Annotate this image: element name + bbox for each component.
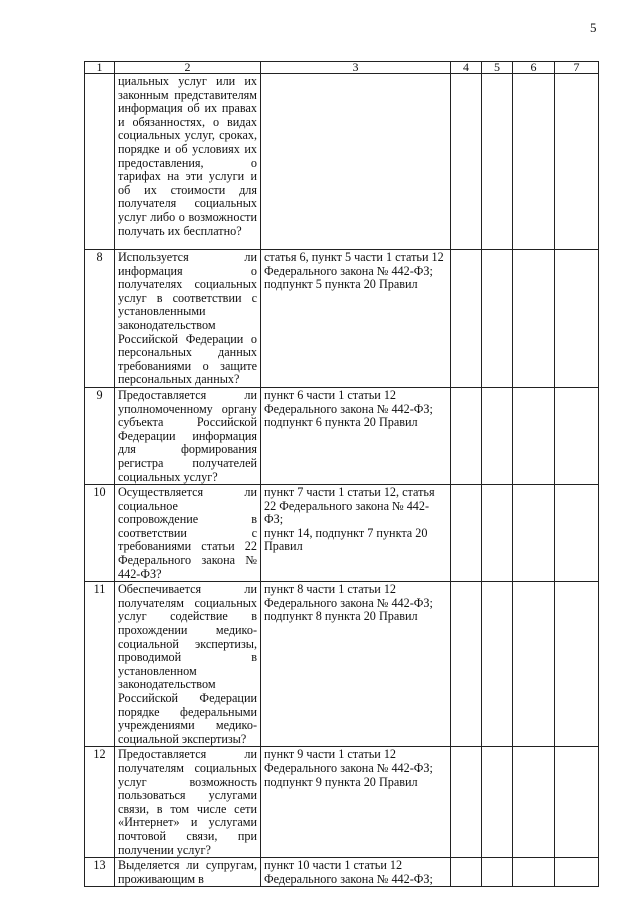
row-number: 8 — [85, 250, 115, 388]
question-text: Используется ли информация о получателях социальных услуг в соответствии с установленными законодательством Российской Федерации о персональных данных требованиями о защите персональных данных? — [118, 250, 257, 387]
basis-cell — [261, 858, 451, 887]
table-row — [85, 250, 599, 388]
row-number: 11 — [85, 582, 115, 747]
column-header: 3 — [261, 62, 451, 74]
table-row — [85, 582, 599, 747]
empty-cell — [451, 485, 482, 582]
question-cell — [115, 387, 261, 484]
empty-cell — [451, 387, 482, 484]
empty-cell — [513, 387, 555, 484]
question-cell — [115, 858, 261, 887]
basis-text: пункт 8 части 1 статьи 12 Федерального закона № 442-ФЗ; подпункт 8 пункта 20 Правил — [264, 582, 433, 624]
empty-cell — [482, 858, 513, 887]
checklist-table — [84, 61, 599, 887]
question-cell — [115, 747, 261, 858]
empty-cell — [482, 387, 513, 484]
row-number: 9 — [85, 387, 115, 484]
row-number: 13 — [85, 858, 115, 887]
column-header: 5 — [482, 62, 513, 74]
question-cell — [115, 485, 261, 582]
empty-cell — [451, 250, 482, 388]
question-text: Обеспечивается ли получателям социальных услуг содействие в прохождении медико-социальной экспертизы, проводимой в установленном законодательством Российской Федерации порядке федеральными учреждениями медико-социальной экспертизы? — [118, 582, 257, 746]
basis-text: статья 6, пункт 5 части 1 статьи 12 Федерального закона № 442-ФЗ; подпункт 5 пункта 20 Правил — [264, 250, 444, 292]
empty-cell — [482, 747, 513, 858]
empty-cell — [513, 250, 555, 388]
question-cell — [115, 582, 261, 747]
basis-text: пункт 7 части 1 статьи 12, статья 22 Федерального закона № 442-ФЗ; пункт 14, подпункт 7 пункта 20 Правил — [264, 485, 435, 554]
empty-cell — [555, 74, 599, 250]
empty-cell — [451, 858, 482, 887]
question-text: циальных услуг или их законным представителям информация об их правах и обязанностях, о видах социальных услуг, сроках, порядке и об условиях их предоставления, о тарифах на эти услуги и об их стоимости для получателя социальных услуг либо о возможности получать их бесплатно? — [118, 74, 257, 238]
basis-cell — [261, 74, 451, 250]
page-number: 5 — [590, 20, 597, 35]
header-row — [85, 62, 599, 74]
row-number: 10 — [85, 485, 115, 582]
question-cell — [115, 250, 261, 388]
empty-cell — [555, 250, 599, 388]
empty-cell — [513, 582, 555, 747]
empty-cell — [513, 74, 555, 250]
basis-cell — [261, 582, 451, 747]
column-header: 7 — [555, 62, 599, 74]
empty-cell — [555, 387, 599, 484]
basis-text: пункт 9 части 1 статьи 12 Федерального закона № 442-ФЗ; подпункт 9 пункта 20 Правил — [264, 747, 433, 789]
empty-cell — [451, 74, 482, 250]
column-header: 6 — [513, 62, 555, 74]
empty-cell — [451, 582, 482, 747]
empty-cell — [555, 858, 599, 887]
basis-cell — [261, 250, 451, 388]
empty-cell — [555, 747, 599, 858]
question-text: Осуществляется ли социальное сопровождение в соответствии с требованиями статьи 22 Федерального закона № 442-ФЗ? — [118, 485, 257, 581]
question-text: Предоставляется ли уполномоченному органу субъекта Российской Федерации информация для формирования регистра получателей социальных услуг? — [118, 387, 257, 484]
column-header: 2 — [115, 62, 261, 74]
row-number: 12 — [85, 747, 115, 858]
question-text: Выделяется ли супругам, проживающим в — [118, 858, 257, 886]
row-number — [85, 74, 115, 250]
empty-cell — [482, 250, 513, 388]
empty-cell — [513, 858, 555, 887]
empty-cell — [513, 485, 555, 582]
empty-cell — [482, 582, 513, 747]
basis-cell — [261, 485, 451, 582]
basis-cell — [261, 747, 451, 858]
table-row — [85, 747, 599, 858]
table-row — [85, 485, 599, 582]
empty-cell — [555, 582, 599, 747]
empty-cell — [451, 747, 482, 858]
table-row — [85, 387, 599, 484]
table-row — [85, 858, 599, 887]
basis-cell — [261, 387, 451, 484]
empty-cell — [555, 485, 599, 582]
question-cell — [115, 74, 261, 250]
basis-text: пункт 10 части 1 статьи 12 Федерального закона № 442-ФЗ; — [264, 858, 433, 886]
empty-cell — [513, 747, 555, 858]
column-header: 1 — [85, 62, 115, 74]
question-text: Предоставляется ли получателям социальных услуг возможность пользоваться услугами связи, в том числе сети «Интернет» и услугами почтовой связи, при получении услуг? — [118, 747, 257, 857]
basis-text: пункт 6 части 1 статьи 12 Федерального закона № 442-ФЗ; подпункт 6 пункта 20 Правил — [264, 387, 433, 430]
empty-cell — [482, 74, 513, 250]
table-row — [85, 74, 599, 250]
empty-cell — [482, 485, 513, 582]
column-header: 4 — [451, 62, 482, 74]
